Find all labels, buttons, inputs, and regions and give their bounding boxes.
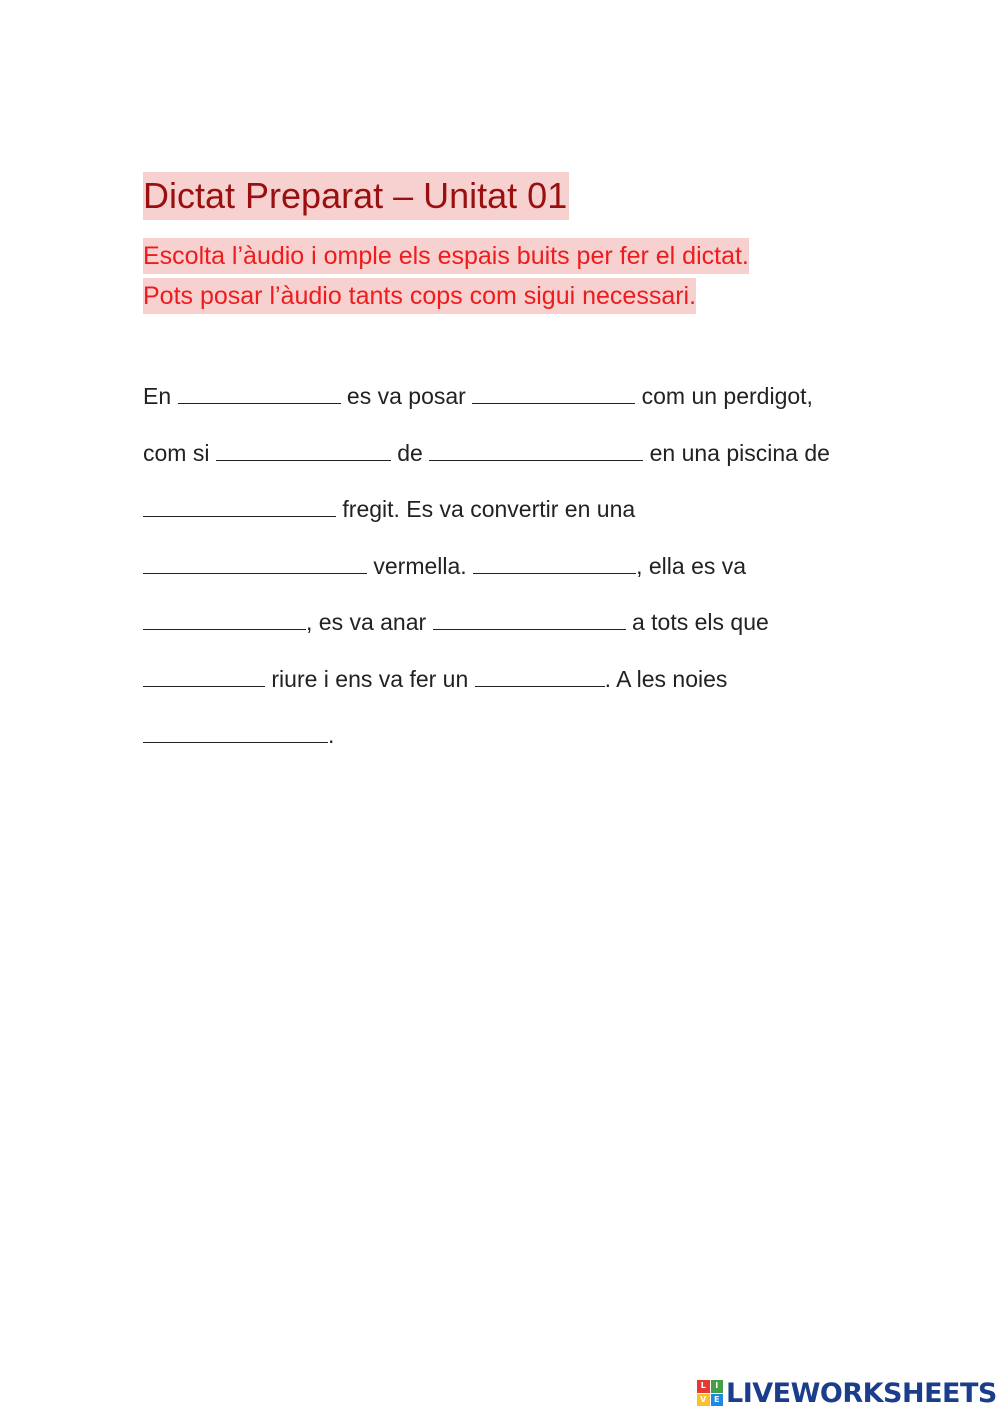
liveworksheets-logo	[697, 1378, 997, 1408]
dictation-text-segment: riure i ens va fer un	[265, 665, 475, 692]
blank-field-11[interactable]	[475, 664, 605, 687]
blank-field-12[interactable]	[143, 720, 328, 743]
dictation-line-4	[143, 550, 863, 607]
dictation-text-segment: vermella.	[367, 552, 474, 579]
blank-field-7[interactable]	[473, 551, 636, 574]
instruction-line-1: Escolta l’àudio i omple els espais buits per fer el dictat.	[143, 238, 749, 274]
logo-icon-tile: I	[711, 1380, 724, 1393]
dictation-text-segment: .	[328, 722, 335, 748]
logo-icon-tile: E	[711, 1394, 724, 1407]
dictation-text-segment: . A les noies	[604, 665, 728, 692]
dictation-text-segment: fregit. Es va convertir en una	[336, 496, 636, 522]
dictation-text-segment: a tots els que	[625, 609, 769, 635]
blank-field-6[interactable]	[143, 551, 367, 574]
logo-icon-tile: L	[697, 1380, 710, 1393]
blank-field-3[interactable]	[216, 438, 391, 461]
dictation-text-segment: es va posar	[340, 383, 473, 409]
dictation-text-segment: com si	[143, 439, 216, 466]
logo-text: LIVEWORKSHEETS	[726, 1377, 997, 1409]
dictation-line-5	[143, 606, 863, 663]
dictation-line-3	[143, 493, 863, 550]
blank-field-8[interactable]	[143, 607, 306, 630]
page-title: Dictat Preparat – Unitat 01	[143, 172, 569, 220]
dictation-text-segment: en una piscina de	[643, 439, 830, 466]
dictation-line-1	[143, 380, 863, 437]
dictation-text	[143, 380, 863, 776]
blank-field-2[interactable]	[472, 381, 635, 404]
dictation-text-segment: de	[390, 439, 430, 466]
blank-field-9[interactable]	[433, 607, 626, 630]
logo-icon-tile: V	[697, 1394, 710, 1407]
instruction-line-2: Pots posar l’àudio tants cops com sigui necessari.	[143, 278, 696, 314]
dictation-line-6	[143, 663, 863, 720]
dictation-line-7	[143, 719, 863, 776]
blank-field-4[interactable]	[429, 438, 643, 461]
dictation-text-segment: , ella es va	[636, 552, 747, 579]
blank-field-1[interactable]	[178, 381, 341, 404]
instructions	[143, 238, 749, 318]
blank-field-5[interactable]	[143, 494, 336, 517]
dictation-line-2	[143, 437, 863, 494]
dictation-text-segment: com un perdigot,	[635, 383, 813, 409]
blank-field-10[interactable]	[143, 664, 265, 687]
dictation-text-segment: , es va anar	[306, 609, 433, 635]
dictation-text-segment: En	[143, 383, 178, 409]
logo-icon	[697, 1380, 723, 1406]
